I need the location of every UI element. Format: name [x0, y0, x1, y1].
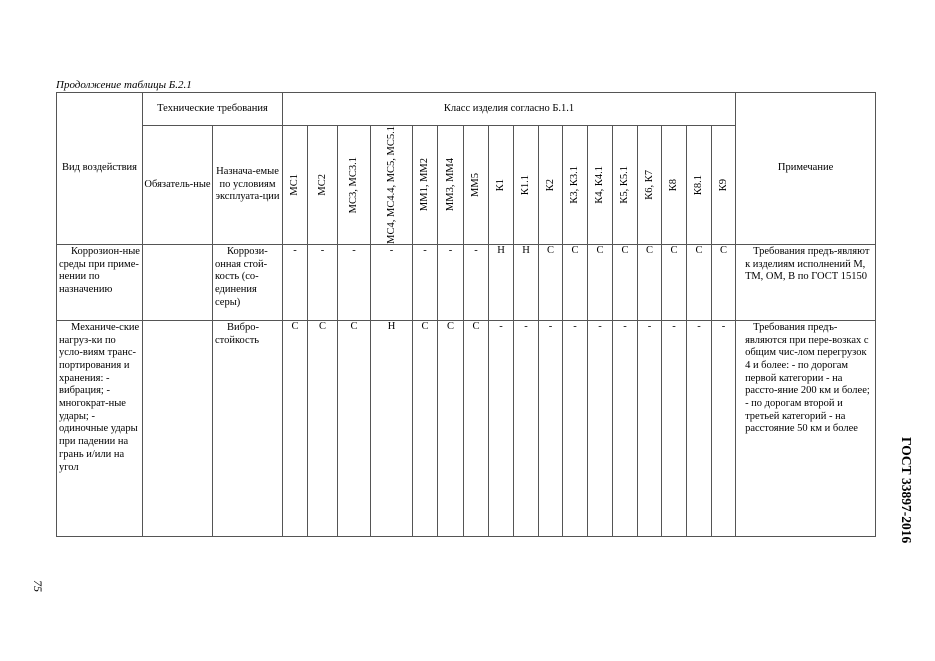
value-cell: С	[413, 320, 438, 536]
value-cell: С	[712, 244, 736, 320]
value-cell: -	[712, 320, 736, 536]
value-cell: -	[283, 244, 308, 320]
header-class-7: К1	[489, 126, 514, 245]
header-class-2: МС3, МС3.1	[338, 126, 371, 245]
value-cell: -	[489, 320, 514, 536]
header-class-9: К2	[539, 126, 563, 245]
value-cell: -	[338, 244, 371, 320]
header-class-16: К9	[712, 126, 736, 245]
value-cell: С	[438, 320, 464, 536]
header-class-11: К4, К4.1	[588, 126, 613, 245]
value-cell: С	[464, 320, 489, 536]
value-cell: С	[662, 244, 687, 320]
value-cell: -	[588, 320, 613, 536]
row-assigned: Вибро-стойкость	[213, 320, 283, 536]
value-cell: Н	[371, 320, 413, 536]
value-cell: С	[563, 244, 588, 320]
value-cell: -	[464, 244, 489, 320]
row-mandatory	[143, 320, 213, 536]
row-note: Требования предъ-являют к изделиям исполнений М, ТМ, ОМ, В по ГОСТ 15150	[736, 244, 876, 320]
value-cell: С	[539, 244, 563, 320]
value-cell: -	[539, 320, 563, 536]
value-cell: С	[687, 244, 712, 320]
value-cell: С	[283, 320, 308, 536]
value-cell: -	[563, 320, 588, 536]
value-cell: С	[613, 244, 638, 320]
header-class-14: К8	[662, 126, 687, 245]
row-note: Требования предъ-являются при пере-возках с общим чис-лом перегрузок 4 и более: - по дорогам первой категории - на рассто-яние 200 км и более; - по дорогам второй и третьей категорий - на расстояние 50 км и более	[736, 320, 876, 536]
header-class-group: Класс изделия согласно Б.1.1	[283, 93, 736, 126]
header-note: Примечание	[736, 93, 876, 245]
header-class-8: К1.1	[514, 126, 539, 245]
value-cell: С	[338, 320, 371, 536]
row-impact: Коррозион-ные среды при приме-нении по назначению	[57, 244, 143, 320]
value-cell: Н	[514, 244, 539, 320]
value-cell: Н	[489, 244, 514, 320]
row-assigned: Коррози-онная стой-кость (со-единения серы)	[213, 244, 283, 320]
page-number: 75	[31, 580, 45, 592]
row-mandatory	[143, 244, 213, 320]
header-class-3: МС4, МС4.4, МС5, МС5.1	[371, 126, 413, 245]
value-cell: -	[514, 320, 539, 536]
value-cell: С	[588, 244, 613, 320]
header-class-0: МС1	[283, 126, 308, 245]
value-cell: -	[413, 244, 438, 320]
requirements-table	[56, 92, 876, 537]
row-impact: Механиче-ские нагруз-ки по усло-виям транс-портирования и хранения: - вибрация; - многократ-ные удары; - одиночные удары при падении на грань и/или на угол	[57, 320, 143, 536]
value-cell: -	[662, 320, 687, 536]
header-class-6: ММ5	[464, 126, 489, 245]
value-cell: -	[371, 244, 413, 320]
table-caption: Продолжение таблицы Б.2.1	[56, 79, 192, 91]
header-impact-type: Вид воздействия	[57, 93, 143, 245]
header-class-13: К6, К7	[638, 126, 662, 245]
header-class-15: К8.1	[687, 126, 712, 245]
value-cell: -	[613, 320, 638, 536]
value-cell: С	[308, 320, 338, 536]
header-class-4: ММ1, ММ2	[413, 126, 438, 245]
value-cell: -	[638, 320, 662, 536]
value-cell: -	[687, 320, 712, 536]
header-class-5: ММ3, ММ4	[438, 126, 464, 245]
header-class-12: К5, К5.1	[613, 126, 638, 245]
value-cell: С	[638, 244, 662, 320]
header-class-10: К3, К3.1	[563, 126, 588, 245]
value-cell: -	[438, 244, 464, 320]
value-cell: -	[308, 244, 338, 320]
standard-code: ГОСТ 33897-2016	[899, 437, 914, 544]
header-class-1: МС2	[308, 126, 338, 245]
header-mandatory: Обязатель-ные	[143, 126, 213, 245]
header-tech-requirements: Технические требования	[143, 93, 283, 126]
header-assigned: Назнача-емые по условиям эксплуата-ции	[213, 126, 283, 245]
